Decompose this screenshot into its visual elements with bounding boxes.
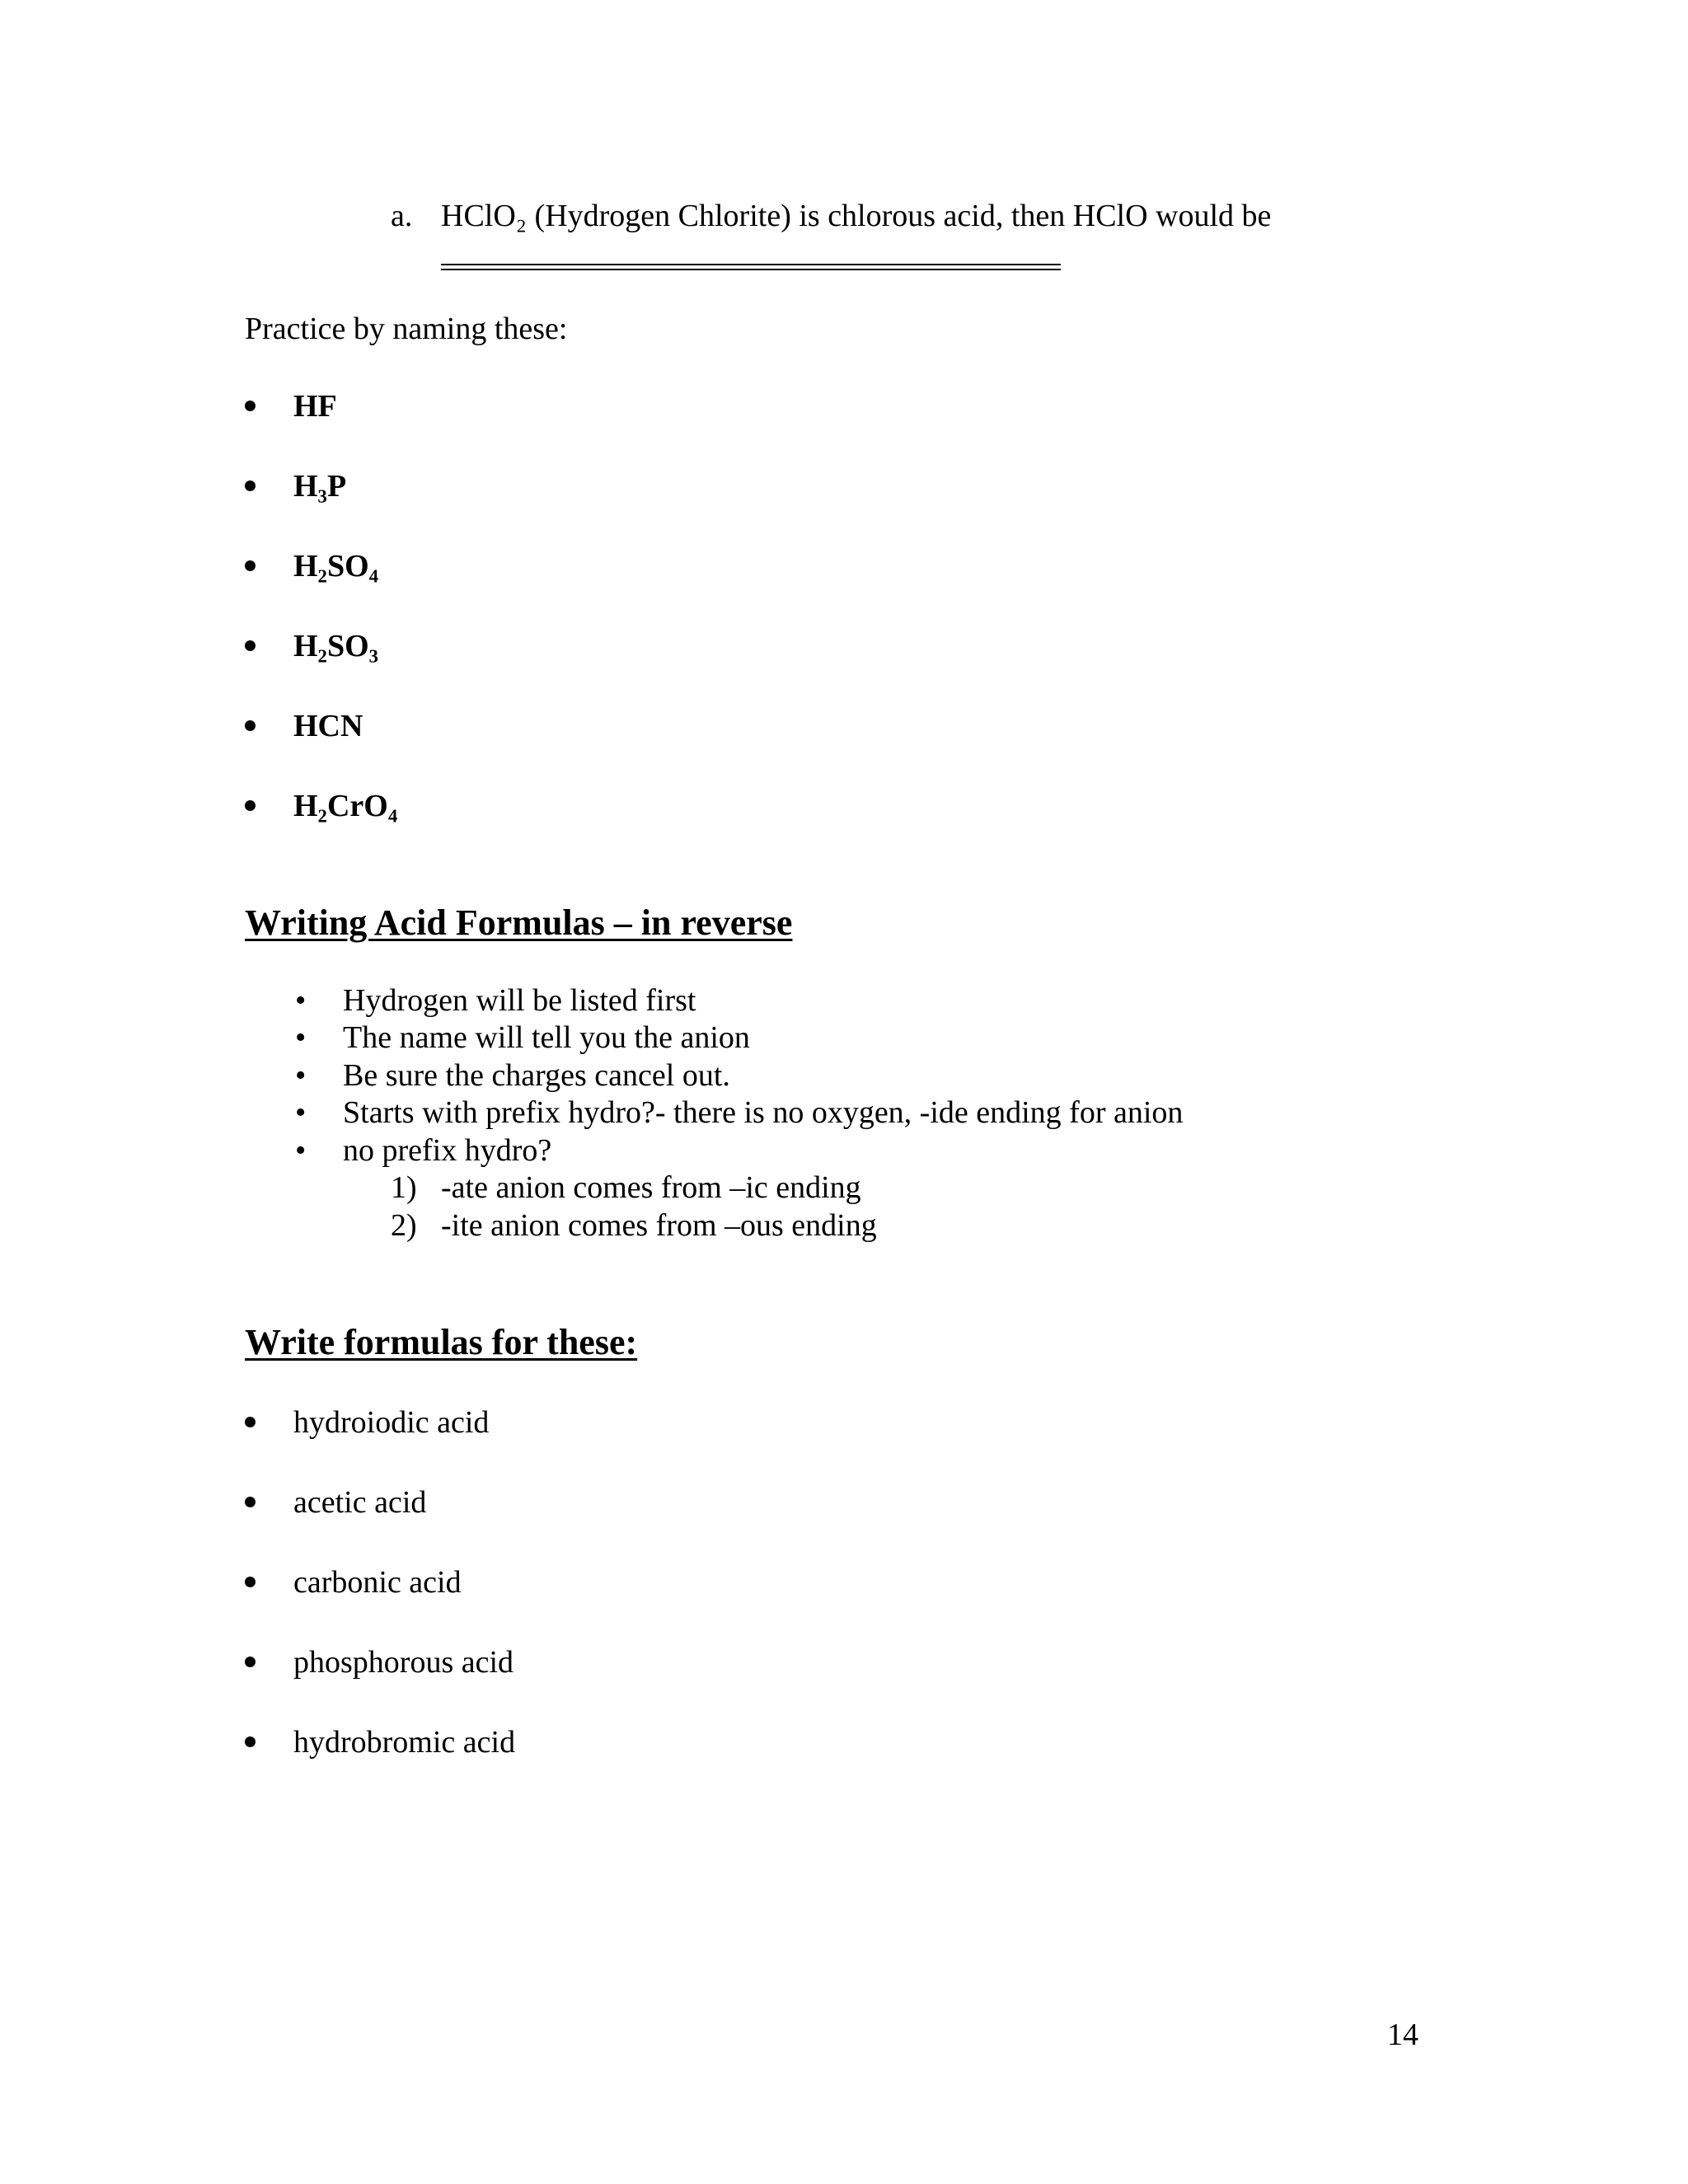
- rule-item: Hydrogen will be listed first: [343, 983, 696, 1018]
- bullet-dot: [245, 401, 256, 411]
- bullet-dot: [245, 1657, 256, 1667]
- practice-item: H₃P: [293, 469, 347, 504]
- practice-intro: Practice by naming these:: [245, 312, 568, 346]
- numbered-marker: 2): [391, 1208, 417, 1243]
- bullet-dot: [245, 1577, 256, 1587]
- section-heading-writing-acid-formulas: Writing Acid Formulas – in reverse: [245, 902, 793, 943]
- formula-item: hydrobromic acid: [293, 1725, 516, 1760]
- bullet-dot: [245, 1736, 256, 1747]
- numbered-item: -ite anion comes from –ous ending: [441, 1208, 877, 1243]
- practice-item: HCN: [293, 709, 363, 743]
- bullet-dot: [245, 800, 256, 811]
- bullet-dot: [245, 720, 256, 731]
- numbered-item: -ate anion comes from –ic ending: [441, 1170, 861, 1205]
- practice-item: HF: [293, 389, 337, 424]
- bullet-dot: [245, 1417, 256, 1427]
- rule-item: Be sure the charges cancel out.: [343, 1058, 730, 1093]
- practice-item: H₂SO₃: [293, 629, 379, 663]
- question-a-label: a.: [391, 199, 413, 233]
- section-heading-write-formulas: Write formulas for these:: [245, 1322, 638, 1362]
- formula-item: hydroiodic acid: [293, 1405, 490, 1440]
- bullet-dot: [245, 560, 256, 571]
- rule-item: Starts with prefix hydro?- there is no oxygen, -ide ending for anion: [343, 1095, 1184, 1130]
- bullet-dot: [245, 1497, 256, 1507]
- formula-item: carbonic acid: [293, 1565, 462, 1600]
- question-a-text: HClO₂ (Hydrogen Chlorite) is chlorous acid, then HClO would be: [441, 199, 1272, 233]
- bullet-marker: •: [295, 983, 307, 1018]
- bullet-marker: •: [295, 1095, 307, 1130]
- answer-blank-line: [441, 264, 1061, 270]
- rule-item: no prefix hydro?: [343, 1133, 552, 1168]
- bullet-marker: •: [295, 1058, 307, 1093]
- rule-item: The name will tell you the anion: [343, 1020, 750, 1055]
- numbered-marker: 1): [391, 1170, 417, 1205]
- formula-item: acetic acid: [293, 1485, 427, 1520]
- bullet-marker: •: [295, 1020, 307, 1055]
- bullet-dot: [245, 640, 256, 651]
- bullet-dot: [245, 480, 256, 491]
- page-number: 14: [1387, 2018, 1418, 2052]
- practice-item: H₂SO₄: [293, 549, 379, 583]
- formula-item: phosphorous acid: [293, 1645, 514, 1680]
- bullet-marker: •: [295, 1133, 307, 1168]
- practice-item: H₂CrO₄: [293, 789, 398, 823]
